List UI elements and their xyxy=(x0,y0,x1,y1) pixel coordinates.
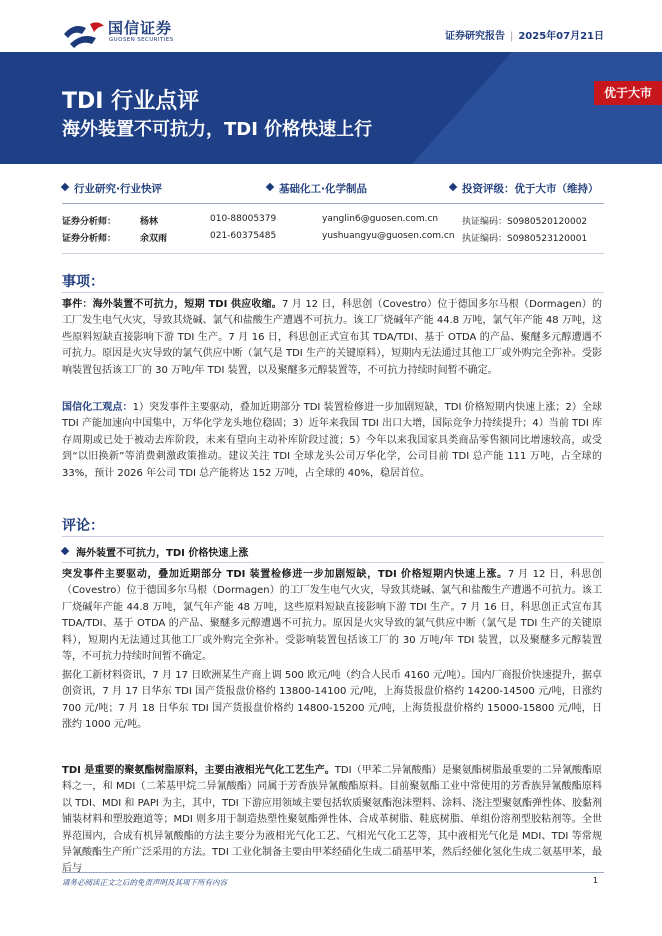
analyst-email: yanglin6@guosen.com.cn xyxy=(322,214,439,224)
analyst-name: 余双雨 xyxy=(140,234,168,244)
report-title: TDI 行业点评 xyxy=(62,89,200,114)
diamond-bullet-icon xyxy=(61,183,69,191)
review-subheading: 海外装置不可抗力，TDI 价格快速上涨 xyxy=(62,544,248,559)
analyst-name: 杨林 xyxy=(140,217,159,227)
divider xyxy=(62,203,604,204)
report-meta-row xyxy=(62,181,604,199)
meta-sector: 基础化工·化学制品 xyxy=(267,181,367,196)
report-subtitle: 海外装置不可抗力，TDI 价格快速上行 xyxy=(62,119,373,140)
analyst-phone: 010-88005379 xyxy=(210,214,277,224)
analyst-row: 证券分析师： 余双雨 021-60375485 yushuangyu@guosen.com.cn 执证编码：S0980523120001 xyxy=(62,231,588,244)
meta-industry: 行业研究·行业快评 xyxy=(62,181,162,196)
rating-badge: 优于大市 xyxy=(594,81,662,105)
brand-name-cn: 国信证券 xyxy=(108,19,173,37)
meta-rating: 投资评级：优于大市（维持） xyxy=(450,181,599,196)
divider xyxy=(62,562,604,563)
review-paragraph-1: 突发事件主要驱动，叠加近期部分 TDI 装置检修进一步加剧短缺，TDI 价格短期内快速上涨。7 月 12 日，科思创（Covestro）位于德国多尔马根（Dormagen）的工厂发生电气火灾，导致其烧碱、氯气和盐酸生产遭遇不可抗力。该工厂烧碱年产能 44.8 万吨，氯气年产能 48 万吨，这些原料短缺直接影响下游 TDI 生产。7 月 16 日，科思创正式宣布其 TDA/TDI、基于 OTDA 的产品、聚醚多元醇遭遇不可抗力。原因是火灾导致的氯气供应中断（氯气是 TDI 生产的关键原料），短期内无法通过其他工厂或外购完全弥补。受影响装置包括该工厂的 30 万吨/年 TDI 装置，以及聚醚多元醇装置等，不可抗力持续时间暂不确定。 xyxy=(62,569,602,663)
diamond-bullet-icon xyxy=(61,547,69,555)
divider xyxy=(62,292,604,293)
review-paragraph-3: TDI 是重要的聚氨酯树脂原料，主要由液相光气化工艺生产。TDI（甲苯二异氰酸酯）是聚氨酯树脂最重要的二异氰酸酯原料之一，和 MDI（二苯基甲烷二异氰酸酯）同属于芳香族异氰酸酯原料。目前聚氨酯工业中常使用的芳香族异氰酸酯原料以 TDI、MDI 和 PAPI 为主，其中，TDI 下游应用领域主要包括软质聚氨酯泡沫塑料、涂料、浇注型聚氨酯弹性体、胶黏剂铺装材料和塑胶跑道等；MDI 则多用于制造热塑性聚氨酯弹性体、合成革树脂、鞋底树脂、单组份溶剂型胶粘剂等。全世界范围内，合成有机异氰酸酯的方法主要分为液相光气化工艺、气相光气化工艺等，其中液相光气化是 MDI、TDI 等常规异氰酸酯生产所广泛采用的方法。TDI 工业化制备主要由甲苯经硝化生成二硝基甲苯，然后经催化氢化生成二氨基甲苯，最后与 xyxy=(62,765,602,875)
analyst-email: yushuangyu@guosen.com.cn xyxy=(322,231,455,241)
divider xyxy=(62,536,604,537)
guosen-logo-icon xyxy=(62,20,106,50)
diamond-bullet-icon xyxy=(449,183,457,191)
report-type: 证券研究报告 xyxy=(444,31,505,42)
events-paragraph: 事件：海外装置不可抗力，短期 TDI 供应收缩。7 月 12 日，科思创（Covestro）位于德国多尔马根（Dormagen）的工厂发生电气火灾，导致其烧碱、氯气和盐酸生产遭遇不可抗力。该工厂烧碱年产能 44.8 万吨，氯气年产能 48 万吨，这些原料短缺直接影响下游 TDI 生产。7 月 16 日，科思创正式宣布其 TDA/TDI、基于 OTDA 的产品、聚醚多元醇遭遇不可抗力。原因是火灾导致的氯气供应中断（氯气是 TDI 生产的关键原料），短期内无法通过其他工厂或外购完全弥补。受影响装置包括该工厂的 30 万吨/年 TDI 装置，以及聚醚多元醇装置等，不可抗力持续时间暂不确定。 xyxy=(62,299,602,376)
divider xyxy=(62,872,604,873)
analyst-phone: 021-60375485 xyxy=(210,231,277,241)
section-title-events: 事项： xyxy=(62,274,104,290)
footer-disclaimer: 请务必阅读正文之后的免责声明及其项下所有内容 xyxy=(62,878,227,887)
brand-name-en: GUOSEN SECURITIES xyxy=(109,37,174,43)
analyst-row: 证券分析师： 杨林 010-88005379 yanglin6@guosen.com.cn 执证编码：S0980520120002 xyxy=(62,214,588,227)
report-date: 2025年07月21日 xyxy=(518,31,604,42)
divider xyxy=(62,253,604,254)
analyst-cert: 执证编码：S0980520120002 xyxy=(462,217,588,227)
analyst-cert: 执证编码：S0980523120001 xyxy=(462,234,588,244)
diamond-bullet-icon xyxy=(266,183,274,191)
section-title-review: 评论： xyxy=(62,518,104,534)
page-number: 1 xyxy=(592,876,598,885)
review-paragraph-2: 据化工新材料资讯，7 月 17 日欧洲某生产商上调 500 欧元/吨（约合人民币 4160 元/吨）。国内厂商报价快速提升，据卓创资讯，7 月 17 日华东 TDI 国产货报盘价格约 13800-14100 元/吨，上海货报盘价格约 14200-14500 元/吨，日涨约 700 元/吨；7 月 18 日华东 TDI 国产货报盘价格约 14800-15200 元/吨，上海货报盘价格约 15000-15800 元/吨，日涨约 1000 元/吨。 xyxy=(62,670,602,731)
report-header-info: 证券研究报告 | 2025年07月21日 xyxy=(444,31,604,42)
guosen-view-paragraph: 国信化工观点：1）突发事件主要驱动，叠加近期部分 TDI 装置检修进一步加剧短缺，TDI 价格短期内快速上涨；2）全球 TDI 产能加速向中国集中，万华化学龙头地位稳固；3）近年来我国 TDI 出口大增，国际竞争力持续提升；4）当前 TDI 库存周期或已处于被动去库阶段，未来有望向主动补库阶段过渡；5）今年以来我国家具类商品零售额同比增速较高，或受到“以旧换新”等消费刺激政策推动。建议关注 TDI 全球龙头公司万华化学，公司目前 TDI 总产能 111 万吨，占全球的 33%，预计 2026 年公司 TDI 总产能将达 152 万吨，占全球的 40%，稳居首位。 xyxy=(62,402,603,479)
